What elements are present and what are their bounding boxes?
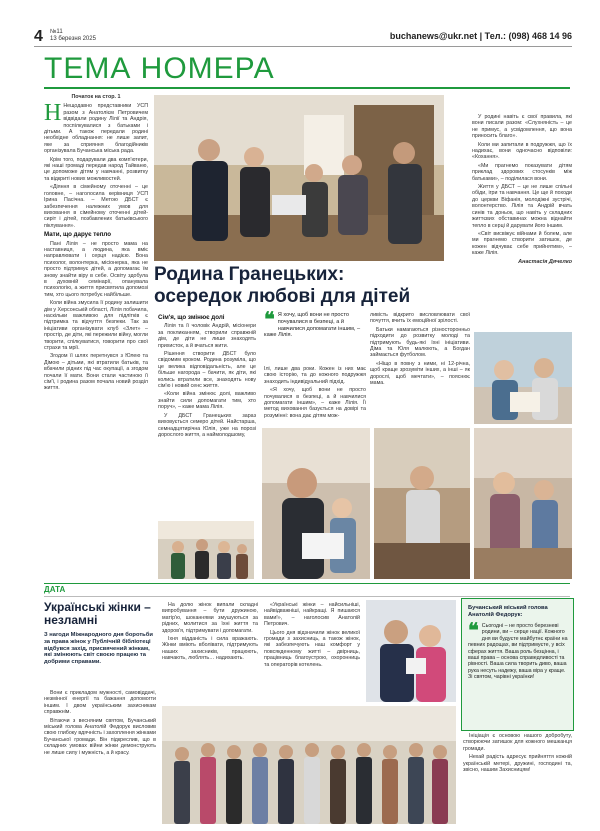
article-paragraph: Ілі, лише два роки. Кожен із них має свою історію, та до кожного подружжя знаходить індивідуальний підхід.: [264, 366, 366, 385]
article-paragraph: «Ми прагнемо показувати дітям приклад здорових стосунків між батьками», – поділилася вони.: [472, 162, 572, 182]
women-column-4: [463, 733, 572, 825]
mayor-quote: [468, 620, 568, 681]
article-paragraph: Вони є прикладом мужності, самовіддачі, незмінної енергії та бажання допомогти іншим. І двом українським захисникам справжнім.: [44, 690, 156, 716]
article-paragraph: Лілія та її чоловік Андрій, місіонери за покликанням, створили справжній дім, де діти не лише знаходять прихисток, а й вчаться жити.: [158, 323, 256, 349]
article-column-4: [370, 312, 470, 424]
article-paragraph: «Коли війна змінює долі, важливо знайти сили допомагати тим, хто поруч», – каже мама Лілія.: [158, 391, 256, 411]
data-section-divider: [44, 596, 570, 597]
article-paragraph: «Діяння в сімейному оточенні – це головне, – наголосила керівниця УСП Ірина Пасічна. – Метою ДБСТ є забезпечення належних умов для виховання в сімейному оточенні дітей-сиріт і дітей, позбавлених батьківського піклування».: [44, 184, 148, 229]
section-divider: [44, 87, 570, 89]
continued-label: Початок на стор. 1: [71, 94, 121, 100]
quote-text: Я хочу, щоб вони не просто почувалися в безпеці, а й навчилися допомагати іншим, – каже Лілія.: [264, 312, 361, 339]
article-paragraph: На долю жінок випали складні випробування – бути дружиною, матір'ю, шоканнями змушуються за рідних, молитися за їхні життя та здоров'я, підтримувати і допомагати.: [162, 602, 258, 634]
children-drawing-photo: [474, 332, 572, 424]
mayor-quote-text: Сьогодні – не просто березневі родини, ви – серце нації. Кожного дня ви будуєте майбутнє країни на певних радощах, ви підтримуєте, у всіх сферах життя. Ваша роль безцінна, і ваші права – основа справедливості та рівності. Ваша сила творить диво, ваша рука несуть надежу, ваша віра у краще. Зі святом, чарівні українки!: [468, 623, 568, 681]
mayor-award-photo: [366, 600, 456, 702]
article-paragraph: Цього дня відзначили жінок великої громади з захисниць, а також жінок, які забезпечують наш комфорт у повсякденному житті – двірниць, працівниць благоустрою, охоронниць та операторів котелень.: [264, 629, 360, 668]
article-paragraph: У ДБСТ Гранецьких зараз виховується семеро дітей. Найстарша, семнадцятирічна Юлія, уже на порозі дорослого життя, а наймолодшому,: [158, 412, 256, 438]
women-lead: З нагоди Міжнародного дня боротьби за права жінок у Публічній бібліотеці відбувся захід, присвячений жінкам, які змінюють світ своєю працею та добрими справами.: [44, 632, 153, 666]
section-separator: [44, 583, 570, 584]
article-column-2: [158, 312, 256, 522]
mayor-quote-box: [461, 598, 574, 731]
women-column-1: [44, 690, 156, 824]
page-number: 4: [34, 28, 43, 45]
article-paragraph: «Ніщо в повну з ними, ні 12-річна, щоб краще зрозуміти інших, а інші – як дорослі, щоб мечтати», – пояснює мама.: [370, 360, 470, 387]
headline-line-2: осередок любові для дітей: [154, 286, 411, 307]
pull-quote: [264, 309, 366, 362]
children-playing-photo: [474, 428, 572, 579]
contact-info: buchanews@ukr.net | Тел.: (098) 468 14 96: [389, 31, 572, 41]
article-paragraph: Батьки намагаються різносторонньо підходити до розвитку молоді та підтримують будь-які їхні ініціативи. Діма та Юля малюють, а Богдан займається футболом.: [370, 326, 470, 359]
family-photo: [154, 95, 444, 261]
dropcap: Н: [44, 100, 62, 127]
author-signature: Анастасія Дячелко: [518, 258, 572, 265]
article-paragraph: Вітаючи з весняним святом, Бучанський міський голова Анатолій Федорук висловив свою глибоку вдячність і захоплення жінками Бучанської громади. Він підкреслив, що в складних умовах війни жінки демонструють не лише силу і мужність, а й красу.: [44, 717, 156, 756]
family-group-photo: [158, 521, 254, 579]
article-paragraph: У родині навіть є свої правила, які вони писали разом: «Слухняність – це не примус, а усвідомлення, що вона приносить благо».: [472, 114, 572, 140]
women-column-3: [264, 602, 360, 700]
quote-mark-icon: ❝: [264, 309, 275, 331]
article-paragraph: ливість відкрито висловлювати свої почуття, вчить їх емоційної зрілості.: [370, 312, 470, 325]
article-paragraph: Згодом її шлях перетнувся з Юлею та Дімою – дітьми, які втратили батьків, та вбачили рідних під час окупації, а згодом почали її мати. Вони стали частиною її сім'ї, і родина разом почала новий розділ життя.: [44, 353, 148, 392]
article-paragraph: «Українські жінки – найсильніші, найвідважніші, найкращі. Я пишаюся вами!», – наголосив Анатолій Петрович.: [264, 602, 360, 628]
women-group-photo: [162, 706, 456, 824]
article-paragraph: «Світ висвіжує війнами й болем, але ми прагнемо створити затишок, де кожен відчуває себе прийнятим», – каже Лілія.: [472, 230, 572, 257]
subheading-mother: Мати, що дарує тепло: [44, 231, 112, 239]
mayor-quote-title: Бучанський міський голова Анатолій Федорук:: [468, 605, 548, 618]
issue-number: №11: [50, 29, 63, 35]
quote-mark-icon: ❝: [468, 620, 479, 642]
women-headline: Українські жінки – незламні: [44, 600, 151, 627]
article-paragraph: Коли війна змусила її родину залишити дім у Херсонській області, Лілія побачила, наскільки важливою для підлітків є підтримка та відчуття безпеки. Так за ініціативи організувати клуб «Злет» – простір, де діти, які пережили війну, могли творити, спілкуватися, говорити про свої страхи та мрії.: [44, 300, 148, 352]
article-column-3: [264, 366, 366, 422]
article-headline: [154, 264, 444, 308]
article-paragraph: Ініціація є основою нашого добробуту, створюючи затишок для кожного мешканця громади.: [463, 733, 572, 752]
data-section-label: ДАТА: [44, 585, 66, 594]
article-paragraph: Крім того, подарували два комп'ютери, які наші громаді передав народ Тайваню, це допоможе дітям у навчанні, розвитку та відкриті нових можливостей.: [44, 156, 148, 182]
issue-info: [50, 29, 96, 43]
article-column-5: [472, 114, 572, 328]
article-paragraph: Нещодавно представники УСП разом з Анатолієм Петровичем відвідали родину Лілії та Андрія, поспілкувалися з батьками і дітьми. А також передали родині необхідне обладнання: не лише запит, яке за сприяння благодійників організувала Бучанська міська рада.: [44, 103, 148, 155]
man-with-child-photo: [262, 428, 370, 579]
article-paragraph: Нехай радість адресує прийняття кожній українській метері, дружині, господині та, звісно, нашим Захисницям!: [463, 754, 572, 774]
section-title: ТЕМА НОМЕРА: [44, 52, 275, 85]
article-paragraph: Іхня відданість і сила вражають. Жінки вміють вболівати, підтримують наших захисників, працюють, навчають, люблять… надихають.: [162, 636, 258, 662]
article-paragraph: Рішення створити ДБСТ було свідомим кроком. Родина розуміла, що це велика відповідальність, але це більше нагорода – бачити, як діти, які колись втратили все, знаходять нову сім'ю і новий сенс життя.: [158, 351, 256, 390]
article-column-1: [44, 94, 148, 580]
article-paragraph: Пані Лілія – не просто мама на наставниця, а людина, яка вміє направлювати і серця надією. Вона психолог, волонтерка, місіонерка, яка не просто підтримує дітей, а допомагає їм знову знайти віру в себе. Освіту здобула в духовній семінарії, опанувала психологію, а життя присвятила допомозі тим, хто цього потребує найбільше.: [44, 240, 148, 298]
kitchen-photo: [374, 428, 470, 579]
article-paragraph: «Я хочу, щоб вони не просто почувалися в безпеці, а й навчилися допомагати іншим», – каже Лілія. Її метод виховання базується на довірі та розумінні: вона дає дітям мож-: [264, 387, 366, 419]
women-column-2: [162, 602, 258, 700]
article-paragraph: Коли ми запитали в подружжя, що їх надихає, вони одночасно відповіли: «Кохання».: [472, 141, 572, 161]
article-paragraph: Життя у ДБСТ – це не лише спільні обіди, ігри та навчання. Це ще й походи до церкви Віфанія, молодіжні зустрічі, волонтерство. Лілія та Андрій вчать синів та доньок, що навіть у складних життєвих обставинах можна віднайти тепло в серці й дарувати його іншим.: [472, 184, 572, 229]
headline-line-1: Родина Гранецьких:: [154, 264, 345, 285]
subheading-family: Сім'я, що змінює долі: [158, 314, 225, 321]
page-header: [34, 28, 572, 47]
issue-date: 13 березня 2025: [50, 36, 96, 42]
